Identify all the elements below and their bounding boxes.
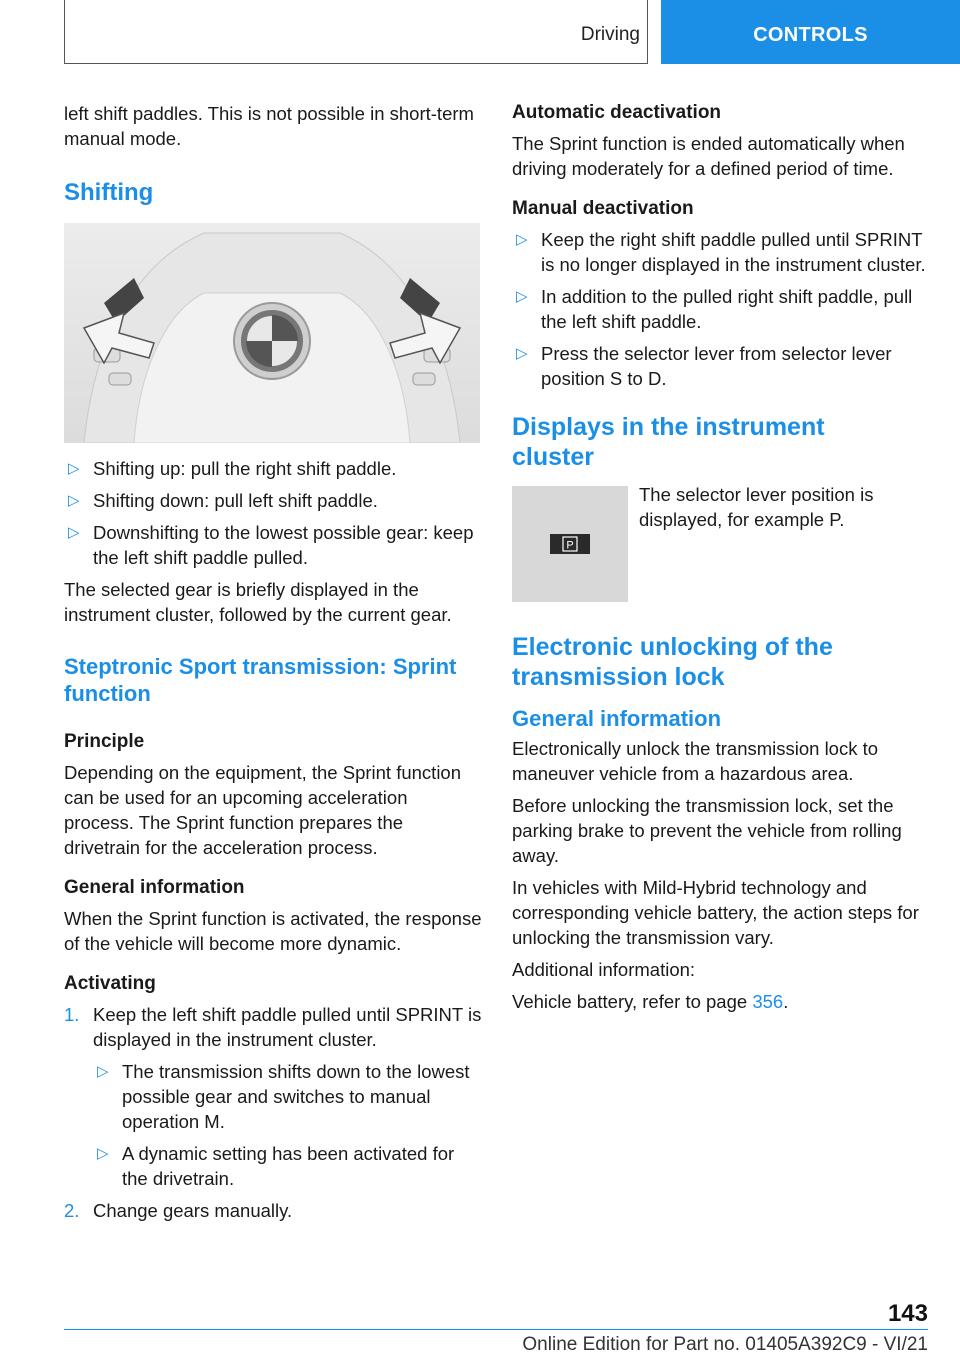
step-sub-list — [93, 1059, 482, 1191]
triangle-right-icon: ▷ — [68, 460, 80, 477]
triangle-right-icon: ▷ — [516, 231, 528, 248]
right-column — [512, 100, 928, 1014]
intro-text: left shift paddles. This is not possible in short-term manual mode. — [64, 103, 474, 149]
steering-wheel-illustration — [64, 223, 480, 443]
triangle-right-icon: ▷ — [516, 345, 528, 362]
activating-heading: Activating — [64, 973, 156, 994]
unlock-general-heading: General information — [512, 706, 722, 731]
sprint-heading: Steptronic Sport transmission: Sprint function — [64, 654, 457, 706]
shifting-bullet-list — [64, 456, 482, 570]
selector-display-drawing — [512, 486, 628, 602]
list-item: ▷ In addition to the pulled right shift paddle, pull the left shift paddle. — [516, 286, 913, 332]
list-item: ▷ Shifting up: pull the right shift paddle. — [68, 458, 397, 479]
unlock-text-1: Electronically unlock the transmission lock to maneuver vehicle from a hazardous area. — [512, 738, 879, 784]
battery-reference: Vehicle battery, refer to page 356. — [512, 991, 789, 1012]
header-section-title: Driving — [580, 24, 640, 45]
triangle-right-icon: ▷ — [516, 288, 528, 305]
principle-heading: Principle — [64, 731, 145, 752]
list-item: ▷ The transmission shifts down to the lowest possible gear and switches to manual operation M. — [97, 1061, 470, 1132]
steering-wheel-drawing — [64, 223, 480, 443]
displays-section — [512, 486, 928, 602]
list-item: ▷ Keep the right shift paddle pulled until SPRINT is no longer displayed in the instrument cluster. — [516, 229, 926, 275]
manual-deactivation-heading: Manual deactivation — [512, 198, 694, 219]
list-item: ▷ Press the selector lever from selector lever position S to D. — [516, 343, 892, 389]
footer-edition: Online Edition for Part no. 01405A392C9 - VI/21 — [522, 1334, 928, 1355]
triangle-right-icon: ▷ — [97, 1063, 109, 1080]
page-number: 143 — [887, 1300, 928, 1327]
triangle-right-icon: ▷ — [68, 524, 80, 541]
list-item: ▷ A dynamic setting has been activated for the drivetrain. — [97, 1143, 455, 1189]
page-link-356[interactable]: 356 — [752, 991, 784, 1012]
manual-deactivation-list — [512, 227, 928, 391]
auto-deactivation-heading: Automatic deactivation — [512, 102, 722, 123]
displays-heading: Displays in the instrument cluster — [512, 413, 825, 471]
triangle-right-icon: ▷ — [97, 1145, 109, 1162]
unlock-heading: Electronic unlocking of the transmission lock — [512, 633, 833, 691]
auto-deactivation-text: The Sprint function is ended automatically when driving moderately for a defined period of time. — [512, 133, 905, 179]
unlock-text-4: Additional information: — [512, 959, 696, 980]
list-item: 2. Change gears manually. — [64, 1200, 293, 1221]
displays-text: The selector lever position is displayed, for example P. — [639, 484, 874, 530]
principle-text: Depending on the equipment, the Sprint function can be used for an upcoming acceleration process. The Sprint function prepares the drivetrain for the acceleration process. — [64, 762, 462, 858]
list-item: ▷ Shifting down: pull left shift paddle. — [68, 490, 378, 511]
header-chapter-tab[interactable]: CONTROLS — [661, 0, 960, 64]
step-number: 2. — [64, 1200, 80, 1221]
left-column — [64, 100, 482, 1223]
unlock-text-3: In vehicles with Mild-Hybrid technology and corresponding vehicle battery, the action steps for unlocking the transmission vary. — [512, 877, 919, 948]
general-info-text: When the Sprint function is activated, the response of the vehicle will become more dynamic. — [64, 908, 482, 954]
activating-steps — [64, 1002, 482, 1223]
unlock-text-2: Before unlocking the transmission lock, set the parking brake to prevent the vehicle from rolling away. — [512, 795, 902, 866]
p-symbol: P — [566, 539, 574, 552]
shifting-heading: Shifting — [64, 179, 154, 206]
step-number: 1. — [64, 1004, 80, 1025]
triangle-right-icon: ▷ — [68, 492, 80, 509]
general-info-heading: General information — [64, 877, 245, 898]
selector-position-image — [512, 486, 628, 602]
list-item: ▷ Downshifting to the lowest possible gear: keep the left shift paddle pulled. — [68, 522, 474, 568]
list-item: 1. Keep the left shift paddle pulled until SPRINT is displayed in the instrument cluster. ▷ The transmission shifts down to the lowest possible gear and switches to manual operation M. ▷ A dynamic setting has been activated for the drivetrain. — [64, 1004, 482, 1189]
shift-note: The selected gear is briefly displayed in the instrument cluster, followed by the current gear. — [64, 579, 452, 625]
footer-divider — [64, 1329, 928, 1330]
